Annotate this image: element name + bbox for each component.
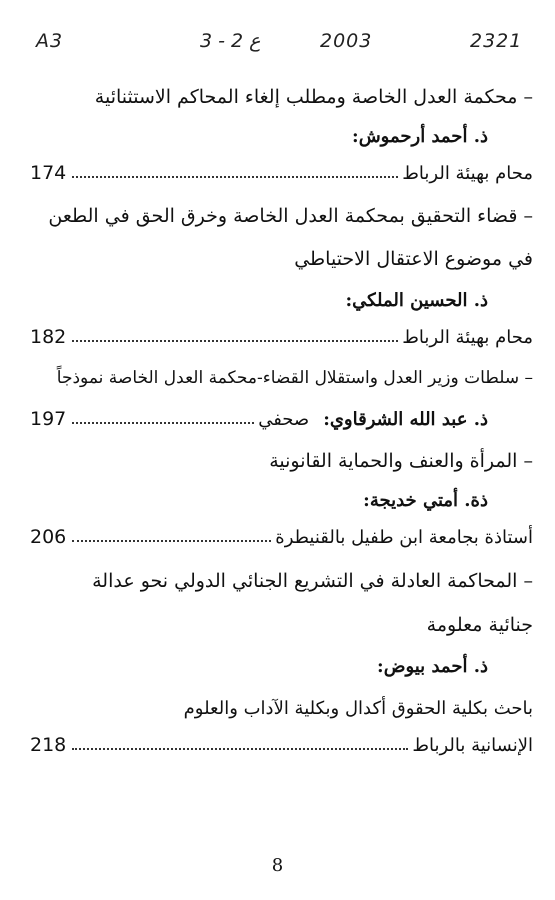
entry-page-number: 206 xyxy=(30,526,67,548)
entry-author: ذ. الحسين الملكي: xyxy=(345,290,488,311)
entry-affiliation-continued: الإنسانية بالرباط xyxy=(412,735,533,756)
entry-title: – محكمة العدل الخاصة ومطلب إلغاء المحاكم الاستثنائية xyxy=(94,86,533,108)
entry-author: ذ. أحمد بيوض: xyxy=(377,656,488,677)
leader-dots xyxy=(72,540,271,542)
entry-affiliation: محام بهيئة الرباط xyxy=(402,163,533,184)
entry-page-number: 174 xyxy=(30,162,67,184)
entry-affiliation: باحث بكلية الحقوق أكدال وبكلية الآداب والعلوم xyxy=(183,698,533,719)
leader-dots xyxy=(72,176,398,178)
entry-affiliation: محام بهيئة الرباط xyxy=(402,327,533,348)
entry-affiliation-line xyxy=(30,734,533,756)
entry-author-line xyxy=(30,408,533,430)
leader-dots xyxy=(72,340,398,342)
entry-title: – سلطات وزير العدل واستقلال القضاء-محكمة العدل الخاصة نموذجاً xyxy=(56,368,533,388)
entry-title: – قضاء التحقيق بمحكمة العدل الخاصة وخرق الحق في الطعن xyxy=(48,205,533,227)
entry-affiliation-line xyxy=(30,526,533,548)
entry-author: ذ. أحمد أرحموش: xyxy=(352,126,488,147)
page-number: 8 xyxy=(271,855,284,876)
handwritten-note-left: A3 xyxy=(36,30,64,52)
entry-title: – المحاكمة العادلة في التشريع الجنائي الدولي نحو عدالة xyxy=(92,570,533,592)
entry-title: – المرأة والعنف والحماية القانونية xyxy=(269,450,533,472)
entry-page-number: 218 xyxy=(30,734,67,756)
entry-affiliation: صحفي xyxy=(258,409,310,430)
leader-dots xyxy=(72,748,408,750)
handwritten-note-right: 2321 xyxy=(470,30,523,52)
handwritten-note-year: 2003 xyxy=(320,30,373,52)
entry-affiliation-line xyxy=(30,162,533,184)
entry-author: ذ. عبد الله الشرقاوي: xyxy=(323,409,488,430)
entry-page-number: 197 xyxy=(30,408,67,430)
leader-dots xyxy=(72,422,254,424)
entry-title-continued: جنائية معلومة xyxy=(426,614,533,636)
entry-page-number: 182 xyxy=(30,326,67,348)
handwritten-note-mid: 3 - 2 ع xyxy=(200,30,261,52)
entry-affiliation-line xyxy=(30,326,533,348)
entry-affiliation: أستاذة بجامعة ابن طفيل بالقنيطرة xyxy=(275,527,533,548)
entry-title-continued: في موضوع الاعتقال الاحتياطي xyxy=(294,248,533,270)
entry-author: ذة. أمتي خديجة: xyxy=(363,490,488,511)
